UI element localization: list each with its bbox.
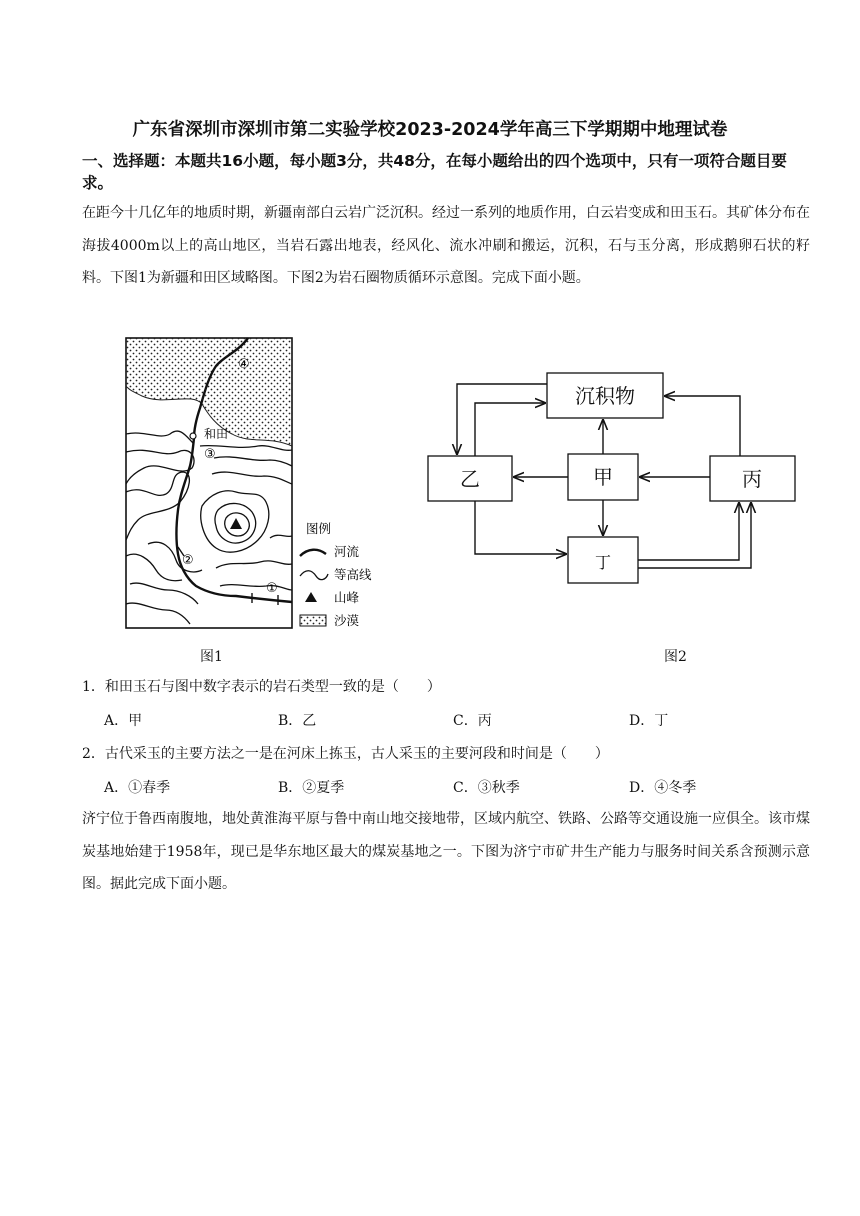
figure-1-caption: 图1 — [200, 649, 223, 665]
figure-2-rock-cycle — [420, 366, 810, 591]
node-jia-label: 甲 — [593, 465, 613, 489]
question-2-stem: 2．古代采玉的主要方法之一是在河床上拣玉，古人采玉的主要河段和时间是（ ） — [82, 746, 609, 762]
legend-title: 图例 — [306, 521, 332, 536]
legend-peak-label: 山峰 — [334, 590, 360, 605]
node-ding-label: 丁 — [594, 553, 612, 572]
desert-icon — [300, 615, 326, 626]
figure-2-caption: 图2 — [664, 649, 687, 665]
node-bing-label: 丙 — [742, 467, 762, 491]
question-2-option-d[interactable]: D．④冬季 — [629, 780, 697, 796]
question-1-option-b[interactable]: B．乙 — [278, 713, 317, 729]
question-1-option-a[interactable]: A．甲 — [104, 713, 143, 729]
question-2-option-b[interactable]: B．②夏季 — [278, 780, 345, 796]
peak-icon — [305, 592, 317, 602]
question-1-option-d[interactable]: D．丁 — [629, 713, 669, 729]
legend-desert-label: 沙漠 — [334, 613, 360, 628]
question-2-option-c[interactable]: C．③秋季 — [453, 780, 520, 796]
figure-1-map — [120, 334, 390, 634]
marker-3: ③ — [204, 447, 216, 462]
question-1-option-c[interactable]: C．丙 — [453, 713, 492, 729]
page-title: 广东省深圳市深圳市第二实验学校2023-2024学年高三下学期期中地理试卷 — [132, 120, 728, 140]
town-label: 和田 — [204, 427, 229, 441]
map-legend — [300, 521, 372, 628]
hetian-town-marker — [190, 433, 196, 439]
marker-2: ② — [182, 553, 194, 568]
node-yi-label: 乙 — [460, 467, 480, 491]
passage-1: 在距今十几亿年的地质时期，新疆南部白云岩广泛沉积。经过一系列的地质作用，白云岩变成和田玉石。其矿体分布在海拔4000m以上的高山地区，当岩石露出地表，经风化、流水冲刷和搬运，沉积，石与玉分离，形成鹅卵石状的籽料。下图1为新疆和田区域略图。下图2为岩石圈物质循环示意图。完成下面小题。 — [82, 205, 810, 286]
legend-contour-label: 等高线 — [334, 567, 372, 582]
marker-1: ① — [266, 581, 278, 596]
node-sediment-label: 沉积物 — [575, 384, 635, 408]
marker-4: ④ — [238, 357, 250, 372]
question-2-option-a[interactable]: A．①春季 — [104, 780, 171, 796]
legend-river-label: 河流 — [334, 544, 360, 559]
question-1-stem: 1．和田玉石与图中数字表示的岩石类型一致的是（ ） — [82, 679, 441, 695]
contour-icon — [300, 571, 328, 580]
passage-2: 济宁位于鲁西南腹地，地处黄淮海平原与鲁中南山地交接地带，区域内航空、铁路、公路等交通设施一应俱全。该市煤炭基地始建于1958年，现已是华东地区最大的煤炭基地之一。下图为济宁市矿井生产能力与服务时间关系含预测示意图。据此完成下面小题。 — [82, 811, 810, 892]
section-heading: 一、选择题：本题共16小题，每小题3分，共48分，在每小题给出的四个选项中，只有一项符合题目要求。 — [82, 152, 787, 192]
river-icon — [300, 550, 326, 556]
